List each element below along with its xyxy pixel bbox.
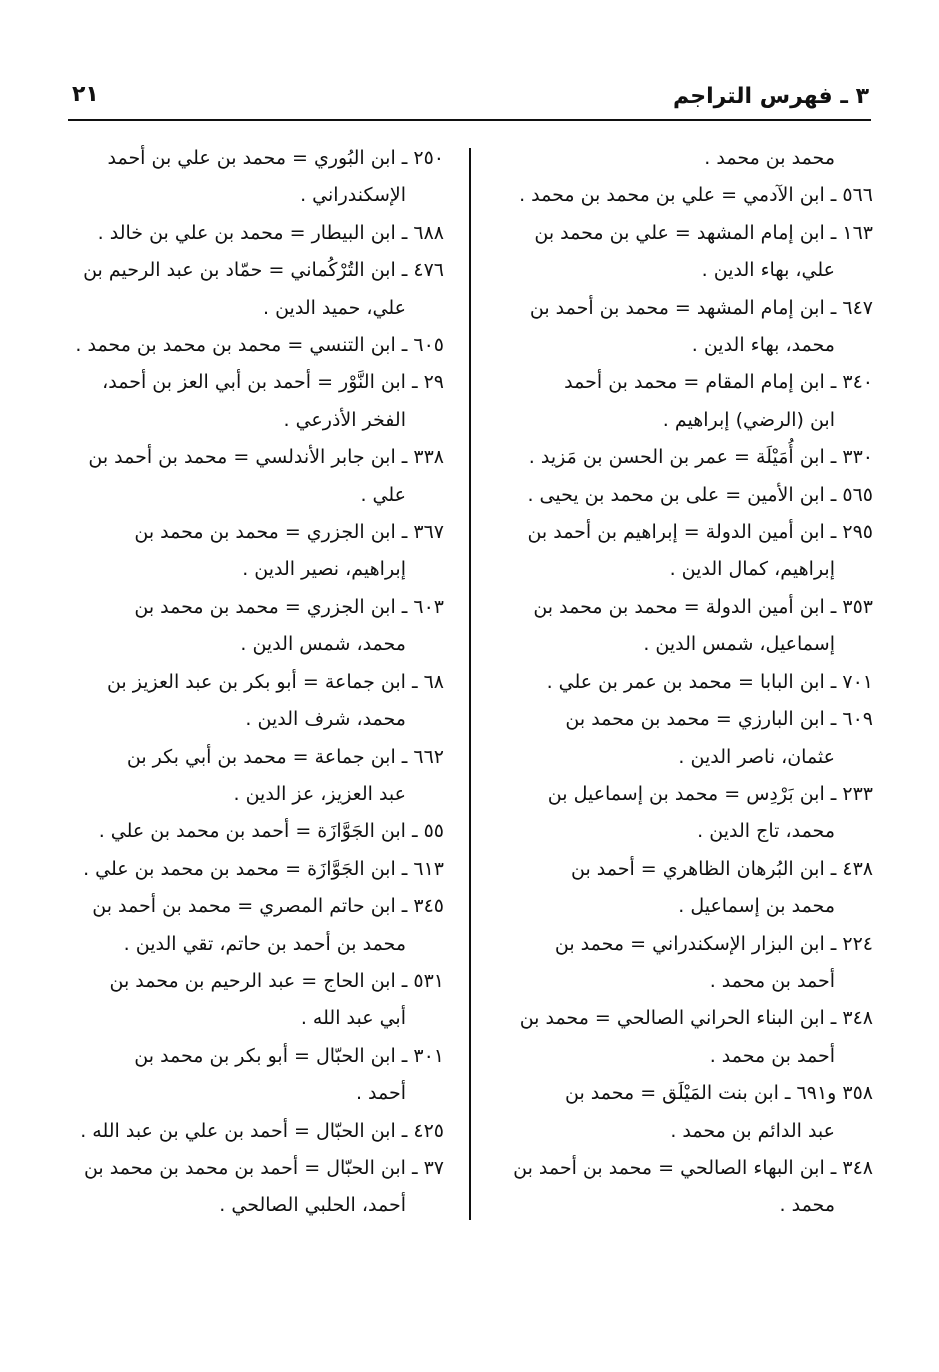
index-entry xyxy=(68,589,444,664)
entry-heading-line: ٣٤٥ ـ ابن حاتم المصري = محمد بن أحمد بن xyxy=(92,895,444,918)
index-entry xyxy=(68,739,444,814)
entry-heading-line: ٣٠١ ـ ابن الحبّال = أبو بكر بن محمد بن xyxy=(134,1044,444,1067)
entry-heading-line: ٦٦٢ ـ ابن جماعة = محمد بن أبي بكر بن xyxy=(126,745,444,768)
entry-continuation-line: محمد، تاج الدين . xyxy=(697,820,835,843)
column-divider xyxy=(469,148,471,1220)
entry-heading-line: ٤٧٦ ـ ابن التُرْكُماني = حمّاد بن عبد الرحيم بن xyxy=(83,259,444,282)
entry-heading-line: ٦٨٨ ـ ابن البيطار = محمد بن علي بن خالد . xyxy=(97,221,444,244)
entry-heading-line: ٣٣٨ ـ ابن جابر الأندلسي = محمد بن أحمد بن xyxy=(88,446,444,469)
entry-continuation-line: إسماعيل، شمس الدين . xyxy=(643,633,835,656)
index-entry xyxy=(497,1075,873,1150)
entry-heading-line: ٢٢٤ ـ ابن البزار الإسكندراني = محمد بن xyxy=(554,932,873,955)
right-column xyxy=(497,140,873,1225)
entry-continuation-line: محمد بن أحمد بن حاتم، تقي الدين . xyxy=(123,932,406,955)
entry-heading-line: ٥٦٦ ـ ابن الآدمي = علي بن محمد بن محمد . xyxy=(519,184,873,207)
entry-continuation-line: محمد . xyxy=(779,1194,835,1217)
entry-heading-line: ٦٠٩ ـ ابن البارزي = محمد بن محمد بن xyxy=(565,708,873,731)
entry-heading-line: ٣٥٣ ـ ابن أمين الدولة = محمد بن محمد بن xyxy=(533,595,873,618)
index-entry xyxy=(68,140,444,215)
entry-heading-line: ٣٦٧ ـ ابن الجزري = محمد بن محمد بن xyxy=(134,521,444,544)
header-rule xyxy=(68,119,871,121)
index-entry xyxy=(68,851,444,888)
index-entry xyxy=(497,851,873,926)
index-entry xyxy=(68,664,444,739)
entry-continuation-line: إبراهيم، كمال الدين . xyxy=(669,558,835,581)
index-entry xyxy=(497,589,873,664)
entry-continuation-line: محمد، شمس الدين . xyxy=(240,633,406,656)
index-entry xyxy=(497,290,873,365)
entry-heading-line: ٢٥٠ ـ ابن البُوري = محمد بن علي بن أحمد xyxy=(107,147,444,169)
index-entry xyxy=(68,252,444,327)
entry-continuation-line: أحمد بن محمد . xyxy=(709,1044,835,1067)
index-entry xyxy=(68,1150,444,1225)
entry-heading-line: ٢٣٣ ـ ابن بَرْدِس = محمد بن إسماعيل بن xyxy=(547,782,873,805)
entry-heading-line: ٣٤٠ ـ ابن إمام المقام = محمد بن أحمد xyxy=(564,371,873,394)
page-header xyxy=(68,80,871,120)
index-entry xyxy=(497,364,873,439)
page-number: ٢١ xyxy=(72,82,99,107)
entry-heading-line: ٢٩ ـ ابن النَّوْر = أحمد بن أبي العز بن أحمد، xyxy=(102,371,444,394)
entry-continuation-line: أحمد، الحلبي الصالحي . xyxy=(219,1194,406,1217)
entry-heading-line: ٥٦٥ ـ ابن الأمين = على بن محمد بن يحيى . xyxy=(527,483,873,506)
entry-heading-line: ٣٧ ـ ابن الحبّال = أحمد بن محمد بن محمد بن xyxy=(83,1156,444,1179)
entry-heading-line: ١٦٣ ـ ابن إمام المشهد = علي بن محمد بن xyxy=(534,221,873,244)
index-entry xyxy=(68,1038,444,1113)
entry-heading-line: ٧٠١ ـ ابن البابا = محمد بن عمر بن علي . xyxy=(546,670,873,693)
entry-heading-line: ٦٤٧ ـ ابن إمام المشهد = محمد بن أحمد بن xyxy=(529,296,873,319)
entry-heading-line: ٦١٣ ـ ابن الجَوَّازَة = محمد بن محمد بن علي . xyxy=(83,857,444,880)
entry-heading-line: ٣٥٨ و٦٩١ ـ ابن بنت المَيْلَق = محمد بن xyxy=(564,1082,873,1105)
index-entry xyxy=(497,1150,873,1225)
index-entry xyxy=(497,664,873,701)
entry-continuation-line: عبد العزيز، عز الدين . xyxy=(233,782,406,805)
index-entry xyxy=(68,963,444,1038)
entry-continuation-line: أحمد بن محمد . xyxy=(709,969,835,992)
entry-heading-line: ٣٤٨ ـ ابن البهاء الصالحي = محمد بن أحمد بن xyxy=(513,1156,873,1179)
entry-heading-line: ٦٠٥ ـ ابن التنسي = محمد بن محمد بن محمد . xyxy=(75,334,444,357)
index-entry xyxy=(68,1113,444,1150)
index-entry xyxy=(497,701,873,776)
entry-continuation-line: عثمان، ناصر الدين . xyxy=(678,745,835,768)
index-entry xyxy=(497,1000,873,1075)
entry-continuation-line: علي، حميد الدين . xyxy=(263,296,406,319)
index-entry xyxy=(68,364,444,439)
entry-heading-line: ٢٩٥ ـ ابن أمين الدولة = إبراهيم بن أحمد بن xyxy=(527,521,873,544)
entry-heading-line: ٤٣٨ ـ ابن البُرهان الظاهري = أحمد بن xyxy=(570,857,873,880)
entry-heading-line: ٣٤٨ ـ ابن البناء الحراني الصالحي = محمد بن xyxy=(519,1007,873,1030)
index-entry xyxy=(68,514,444,589)
index-entry xyxy=(497,477,873,514)
entry-continuation-line: علي . xyxy=(360,483,406,506)
entry-continuation-line: ابن (الرضي) إبراهيم . xyxy=(662,408,835,431)
entry-continuation-line: أبي عبد الله . xyxy=(300,1007,406,1030)
index-entry xyxy=(68,327,444,364)
index-entry xyxy=(497,776,873,851)
entry-continuation-line: محمد بن محمد . xyxy=(704,147,835,169)
entry-continuation-line: عبد الدائم بن محمد . xyxy=(670,1119,835,1142)
entry-continuation-line: الإسكندراني . xyxy=(300,184,406,207)
entry-heading-line: ٦٠٣ ـ ابن الجزري = محمد بن محمد بن xyxy=(134,595,444,618)
section-title: ٣ ـ فهرس التراجم xyxy=(672,84,869,109)
index-entry xyxy=(497,215,873,290)
index-entry xyxy=(497,140,873,177)
index-entry xyxy=(68,215,444,252)
index-entry xyxy=(68,813,444,850)
entry-continuation-line: علي، بهاء الدين . xyxy=(701,259,835,282)
entry-continuation-line: محمد بن إسماعيل . xyxy=(678,895,835,918)
index-entry xyxy=(497,514,873,589)
left-column xyxy=(68,140,444,1225)
entry-heading-line: ٦٨ ـ ابن جماعة = أبو بكر بن عبد العزيز بن xyxy=(106,670,444,693)
index-entry xyxy=(497,926,873,1001)
entry-continuation-line: محمد، شرف الدين . xyxy=(245,708,406,731)
index-entry xyxy=(68,888,444,963)
entry-continuation-line: إبراهيم، نصير الدين . xyxy=(242,558,406,581)
entry-continuation-line: محمد، بهاء الدين . xyxy=(691,334,835,357)
index-entry xyxy=(497,439,873,476)
entry-heading-line: ٣٣٠ ـ ابن أُمَيْلَة = عمر بن الحسن بن مَزيد . xyxy=(528,446,873,469)
index-entry xyxy=(497,177,873,214)
entry-heading-line: ٤٢٥ ـ ابن الحبّال = أحمد بن علي بن عبد الله . xyxy=(80,1119,444,1142)
entry-heading-line: ٥٣١ ـ ابن الحاج = عبد الرحيم بن محمد بن xyxy=(109,969,444,992)
entry-heading-line: ٥٥ ـ ابن الجَوَّازَة = أحمد بن محمد بن علي . xyxy=(98,820,444,843)
entry-continuation-line: أحمد . xyxy=(355,1082,406,1105)
entry-continuation-line: الفخر الأذرعي . xyxy=(283,408,406,431)
index-entry xyxy=(68,439,444,514)
